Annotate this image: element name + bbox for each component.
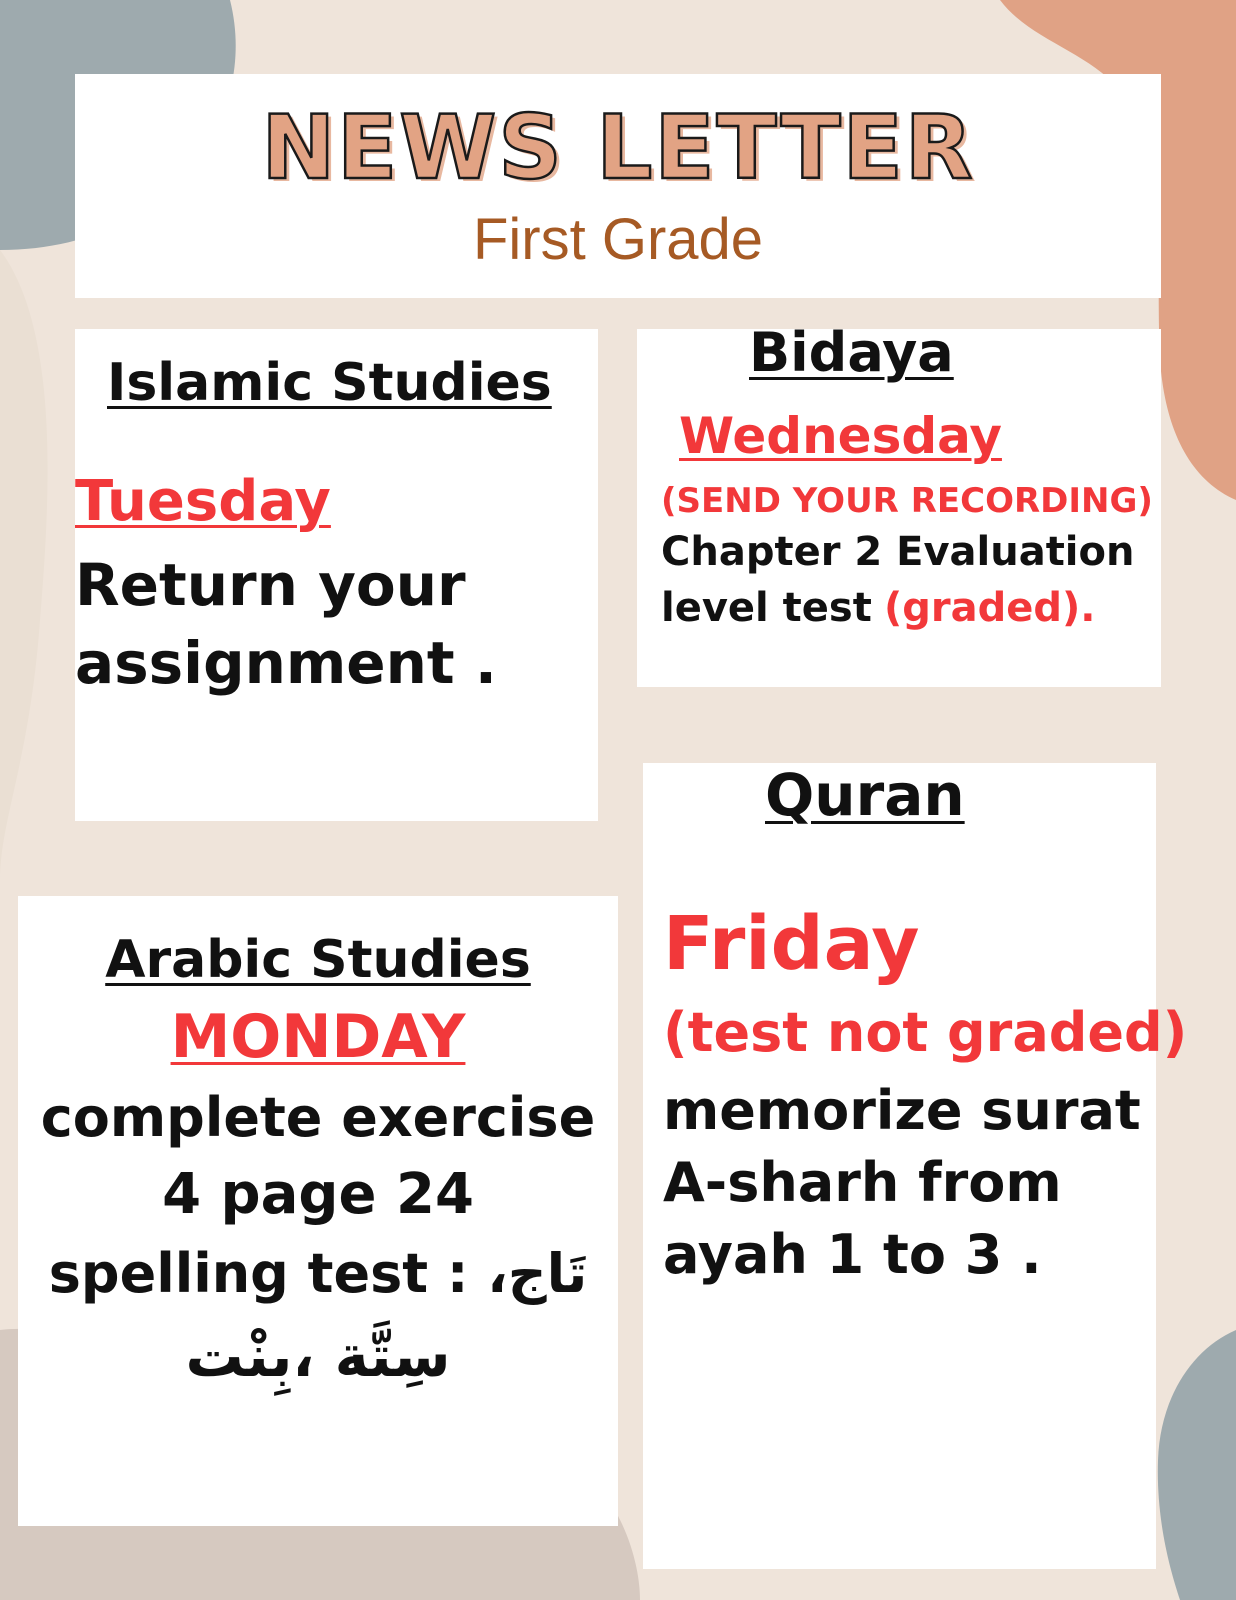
- bidaya-day: Wednesday: [679, 407, 1002, 465]
- arabic-line-1: complete exercise: [40, 1086, 596, 1149]
- quran-line-3: ayah 1 to 3 .: [663, 1223, 1042, 1286]
- bidaya-card: [637, 321, 1161, 687]
- bidaya-line-1: Chapter 2 Evaluation: [661, 529, 1135, 575]
- arabic-line-2: 4 page 24: [162, 1162, 474, 1227]
- quran-heading: Quran: [765, 761, 965, 829]
- arabic-studies-heading: Arabic Studies: [105, 930, 531, 990]
- newsletter-title: NEWS LETTER: [261, 96, 975, 199]
- spelling-test-line: [18, 1242, 618, 1305]
- spelling-words-line: سِتَّة ،بِنْت: [185, 1322, 451, 1390]
- bidaya-recording-note: (SEND YOUR RECORDING): [661, 481, 1153, 521]
- header-card: [75, 74, 1161, 298]
- islamic-line-2: assignment .: [75, 629, 497, 697]
- islamic-studies-heading: Islamic Studies: [107, 353, 552, 413]
- spelling-test-label: spelling test :: [48, 1242, 469, 1305]
- bidaya-line-2: level test: [661, 585, 872, 631]
- quran-line-1: memorize surat: [663, 1079, 1141, 1142]
- arabic-studies-card: [18, 896, 618, 1526]
- arabic-day: MONDAY: [170, 1002, 466, 1072]
- quran-line-2: A-sharh from: [663, 1151, 1062, 1214]
- grade-subtitle: First Grade: [472, 207, 764, 272]
- spelling-word-taj: تَاج،: [487, 1242, 588, 1305]
- bidaya-graded: (graded).: [884, 585, 1096, 631]
- cream-blob-left: [0, 250, 48, 880]
- islamic-day: Tuesday: [75, 469, 331, 534]
- quran-day: Friday: [663, 901, 920, 987]
- quran-card: [643, 761, 1188, 1569]
- islamic-line-1: Return your: [75, 551, 466, 619]
- quran-test-note: (test not graded): [663, 1001, 1188, 1064]
- grey-blob-bottom-right: [1158, 1330, 1236, 1600]
- bidaya-heading: Bidaya: [749, 321, 954, 384]
- islamic-studies-card: [75, 329, 598, 821]
